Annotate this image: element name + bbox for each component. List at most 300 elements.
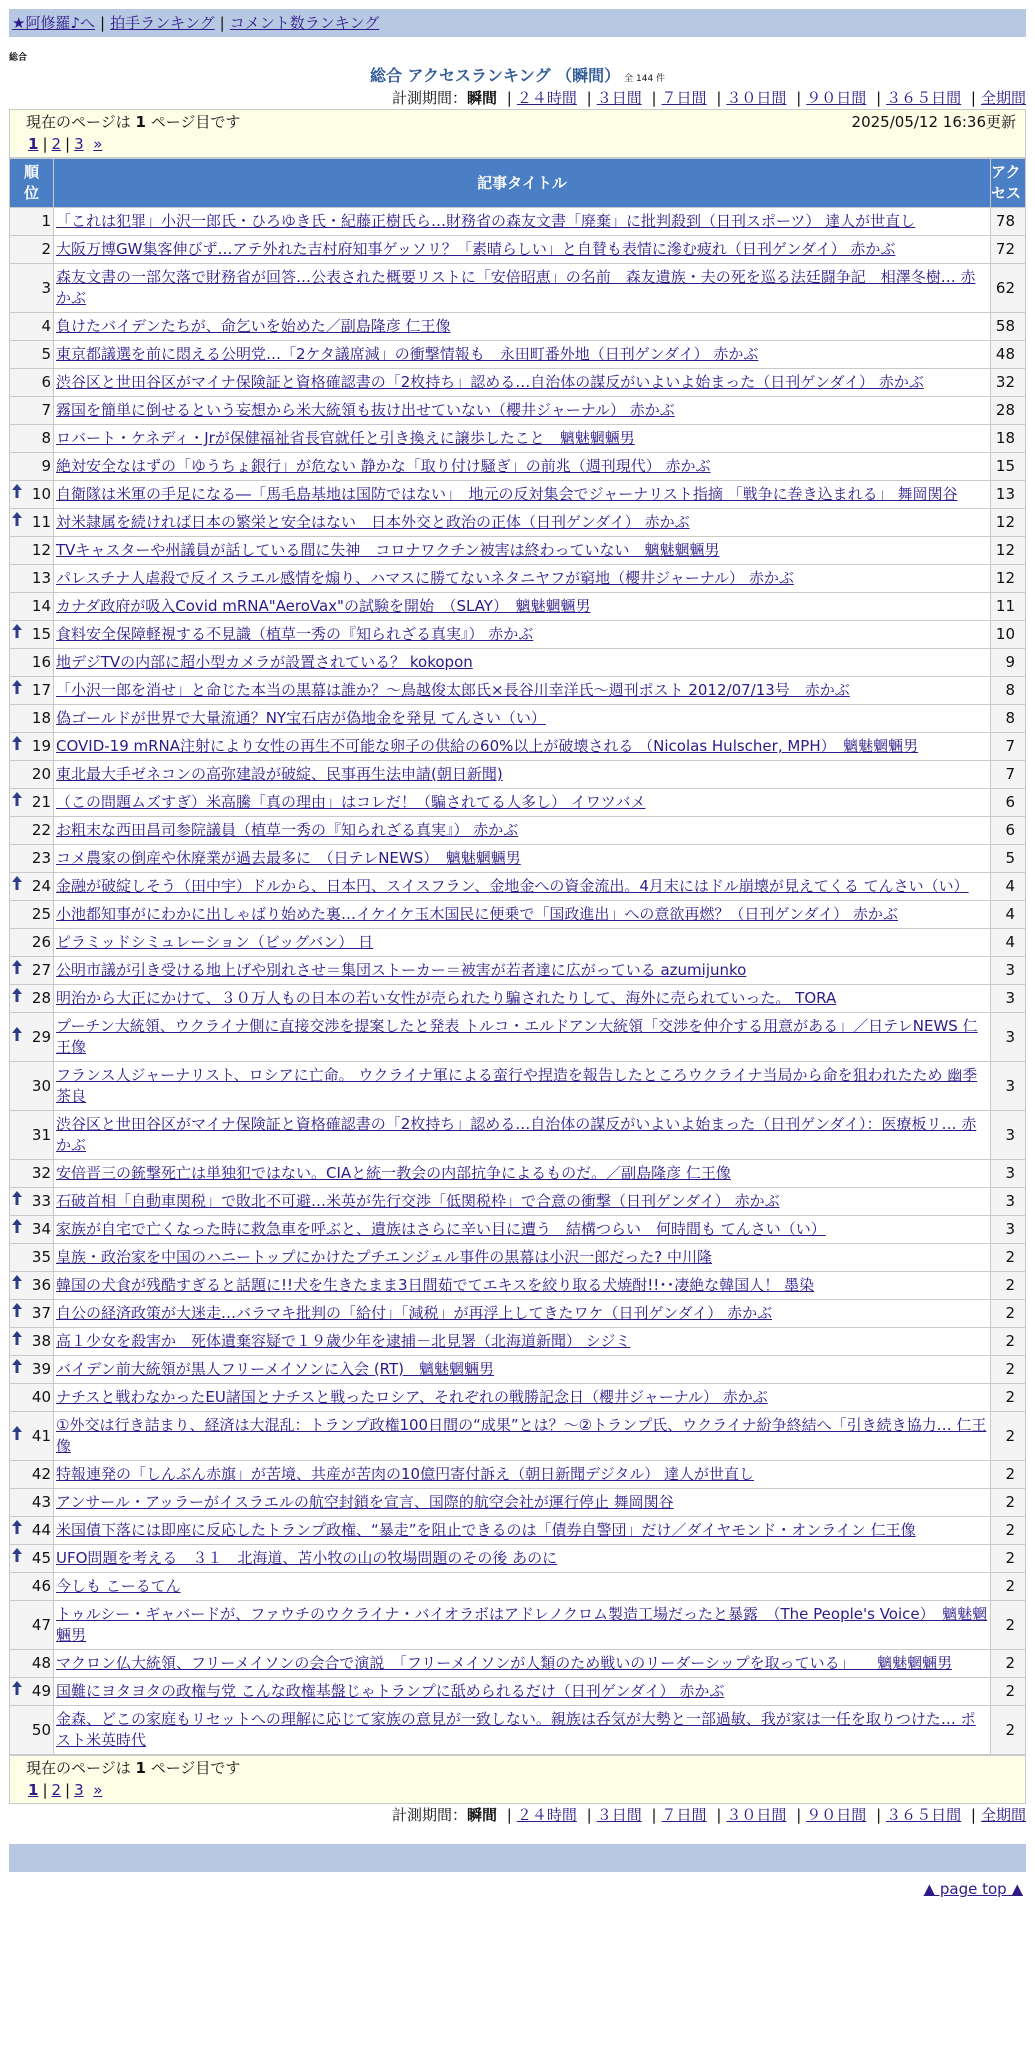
title-cell: [54, 1160, 991, 1188]
access-count: 2: [991, 1461, 1026, 1489]
access-count: 6: [991, 817, 1026, 845]
article-link[interactable]: 特報連発の「しんぶん赤旗」が苦境、共産が苦肉の10億円寄付訴え（朝日新聞デジタル） 達人が世直し: [56, 1465, 754, 1483]
rank-cell: [10, 509, 54, 537]
article-link[interactable]: 東北最大手ゼネコンの高弥建設が破綻、民事再生法申請(朝日新聞): [56, 765, 503, 783]
table-row: [10, 677, 1026, 705]
rank-cell: [10, 1545, 54, 1573]
article-link[interactable]: 大阪万博GW集客伸びず…アテ外れた吉村府知事ゲッソリ？「素晴らしい」と自賛も表情に滲む疲れ（日刊ゲンダイ） 赤かぶ: [56, 240, 896, 258]
article-link[interactable]: 金融が破綻しそう（田中宇）ドルから、日本円、スイスフラン、金地金への資金流出。4月末にはドル崩壊が見えてくる てんさい（い）: [56, 877, 969, 895]
rank-cell: [10, 957, 54, 985]
rank-cell: [10, 1013, 54, 1062]
table-row: [10, 1328, 1026, 1356]
title-cell: [54, 1650, 991, 1678]
article-link[interactable]: コメ農家の倒産や休廃業が過去最多に （日テレNEWS） 魑魅魍魎男: [56, 849, 521, 867]
access-count: 13: [991, 481, 1026, 509]
article-link[interactable]: 地デジTVの内部に超小型カメラが設置されている？ kokopon: [56, 653, 473, 671]
access-count: 2: [991, 1545, 1026, 1573]
table-row: [10, 313, 1026, 341]
rank-number: 6: [41, 373, 51, 391]
title-cell: [54, 509, 991, 537]
table-row: [10, 1062, 1026, 1111]
page-link-3[interactable]: 3: [74, 1781, 84, 1799]
rank-number: 7: [41, 401, 51, 419]
access-count: 10: [991, 621, 1026, 649]
article-link[interactable]: パレスチナ人虐殺で反イスラエル感情を煽り、ハマスに勝てないネタニヤフが窮地（櫻井ジャーナル） 赤かぶ: [56, 569, 794, 587]
table-row: [10, 1517, 1026, 1545]
period-selector-bottom: 計測期間：瞬間 | ２４時間 | ３日間 | ７日間 | ３０日間 | ９０日間 | ３６５日間 | 全期間: [391, 1806, 1026, 1824]
article-link[interactable]: 食料安全保障軽視する不見識（植草一秀の『知られざる真実』） 赤かぶ: [56, 625, 534, 643]
up-arrow-icon: [12, 1426, 22, 1447]
title-cell: [54, 208, 991, 236]
title-cell: [54, 369, 991, 397]
rank-number: 35: [31, 1248, 51, 1266]
period-link-24h[interactable]: ２４時間: [516, 1806, 577, 1824]
access-count: 62: [991, 264, 1026, 313]
article-link[interactable]: マクロン仏大統領、フリーメイソンの会合で演説 「フリーメイソンが人類のため戦いのリーダーシップを取っている」 魑魅魍魎男: [56, 1654, 953, 1672]
table-row: [10, 873, 1026, 901]
title-cell: [54, 1188, 991, 1216]
access-count: 7: [991, 761, 1026, 789]
table-row: [10, 397, 1026, 425]
access-count: 9: [991, 649, 1026, 677]
pager-top: [9, 109, 1026, 158]
nav-link-applause-ranking[interactable]: 拍手ランキング: [110, 14, 215, 32]
access-count: 8: [991, 677, 1026, 705]
rank-cell: [10, 789, 54, 817]
period-link-all[interactable]: 全期間: [980, 1806, 1026, 1824]
article-link[interactable]: 安倍晋三の銃撃死亡は単独犯ではない。CIAと統一教会の内部抗争によるものだ。／副島隆彦 仁王像: [56, 1164, 731, 1182]
rank-number: 8: [41, 429, 51, 447]
access-count: 7: [991, 733, 1026, 761]
article-link[interactable]: 家族が自宅で亡くなった時に救急車を呼ぶと、遺族はさらに辛い目に遭う 結構つらい 何時間も てんさい（い）: [56, 1220, 826, 1238]
table-row: [10, 565, 1026, 593]
title-cell: [54, 733, 991, 761]
title-cell: [54, 1300, 991, 1328]
rank-number: 27: [31, 961, 51, 979]
access-count: 8: [991, 705, 1026, 733]
article-link[interactable]: ピラミッドシミュレーション（ビッグバン） 日: [56, 933, 374, 951]
col-header-rank: 順位: [10, 159, 54, 208]
rank-number: 2: [41, 240, 51, 258]
table-row: [10, 1356, 1026, 1384]
table-row: [10, 341, 1026, 369]
table-row: [10, 264, 1026, 313]
page-link-next[interactable]: »: [93, 135, 103, 153]
rank-cell: [10, 817, 54, 845]
period-link-90d[interactable]: ９０日間: [806, 89, 867, 107]
table-row: [10, 481, 1026, 509]
rank-cell: [10, 593, 54, 621]
rank-cell: [10, 1573, 54, 1601]
col-header-access: アクセス: [991, 159, 1026, 208]
rank-number: 12: [31, 541, 51, 559]
title-cell: [54, 1489, 991, 1517]
rank-number: 43: [31, 1493, 51, 1511]
rank-cell: [10, 1706, 54, 1755]
article-link[interactable]: 小池都知事がにわかに出しゃばり始めた裏…イケイケ玉木国民に便乗で「国政進出」への意欲再燃？（日刊ゲンダイ） 赤かぶ: [56, 905, 898, 923]
period-link-7d[interactable]: ７日間: [661, 1806, 707, 1824]
period-link-30d[interactable]: ３０日間: [726, 89, 787, 107]
title-cell: [54, 621, 991, 649]
article-link[interactable]: COVID-19 mRNA注射により女性の再生不可能な卵子の供給の60%以上が破壊される （Nicolas Hulscher, MPH） 魑魅魍魎男: [56, 737, 919, 755]
page-top-link[interactable]: ▲ page top ▲: [923, 1880, 1023, 1898]
rank-number: 14: [31, 597, 51, 615]
rank-cell: [10, 1517, 54, 1545]
up-arrow-icon: [12, 1191, 22, 1212]
title-cell: [54, 264, 991, 313]
article-link[interactable]: プーチン大統領、ウクライナ側に直接交渉を提案したと発表 トルコ・エルドアン大統領「交渉を仲介する用意がある」／日テレNEWS 仁王像: [56, 1017, 978, 1056]
title-cell: [54, 537, 991, 565]
article-link[interactable]: アンサール・アッラーがイスラエルの航空封鎖を宣言、国際的航空会社が運行停止 舞岡関谷: [56, 1493, 674, 1511]
up-arrow-icon: [12, 624, 22, 645]
title-cell: [54, 817, 991, 845]
table-row: [10, 733, 1026, 761]
rank-cell: [10, 313, 54, 341]
access-count: 3: [991, 1062, 1026, 1111]
rank-number: 25: [31, 905, 51, 923]
rank-cell: [10, 677, 54, 705]
article-link[interactable]: 米国債下落には即座に反応したトランプ政権、“暴走”を阻止できるのは「債券自警団」だけ／ダイヤモンド・オンライン 仁王像: [56, 1521, 916, 1539]
access-count: 6: [991, 789, 1026, 817]
article-link[interactable]: お粗末な西田昌司参院議員（植草一秀の『知られざる真実』） 赤かぶ: [56, 821, 519, 839]
access-count: 2: [991, 1678, 1026, 1706]
rank-number: 37: [31, 1304, 51, 1322]
article-link[interactable]: ナチスと戦わなかったEU諸国とナチスと戦ったロシア、それぞれの戦勝記念日（櫻井ジャーナル） 赤かぶ: [56, 1388, 768, 1406]
table-row: [10, 1412, 1026, 1461]
title-cell: [54, 1062, 991, 1111]
page-title-row: [9, 65, 1026, 87]
table-row: [10, 761, 1026, 789]
rank-cell: [10, 761, 54, 789]
title-cell: [54, 1678, 991, 1706]
rank-number: 20: [31, 765, 51, 783]
article-link[interactable]: 渋谷区と世田谷区がマイナ保険証と資格確認書の「2枚持ち」認める…自治体の謀反がいよいよ始まった（日刊ゲンダイ）：医療板リ… 赤かぶ: [56, 1115, 977, 1154]
nav-separator: |: [100, 14, 106, 32]
page-link-next[interactable]: »: [93, 1781, 103, 1799]
article-link[interactable]: 自衛隊は米軍の手足になる―「馬毛島基地は国防ではない」 地元の反対集会でジャーナリスト指摘 「戦争に巻き込まれる」 舞岡関谷: [56, 485, 958, 503]
period-label: 計測期間：: [391, 1806, 467, 1824]
rank-number: 32: [31, 1164, 51, 1182]
ranking-table: [9, 158, 1026, 1755]
rank-cell: [10, 264, 54, 313]
article-link[interactable]: 東京都議選を前に悶える公明党…「2ケタ議席減」の衝撃情報も 永田町番外地（日刊ゲンダイ） 赤かぶ: [56, 345, 759, 363]
rank-number: 50: [31, 1720, 51, 1739]
rank-number: 23: [31, 849, 51, 867]
article-link[interactable]: 絶対安全なはずの「ゆうちょ銀行」が危ない 静かな「取り付け騒ぎ」の前兆（週刊現代） 赤かぶ: [56, 457, 711, 475]
period-label: 計測期間：: [391, 89, 467, 107]
page-link-2[interactable]: 2: [51, 135, 62, 153]
access-count: 3: [991, 1013, 1026, 1062]
rank-cell: [10, 901, 54, 929]
rank-cell: [10, 705, 54, 733]
rank-number: 39: [31, 1360, 51, 1378]
table-row: [10, 1650, 1026, 1678]
period-link-365d[interactable]: ３６５日間: [886, 89, 962, 107]
title-cell: [54, 1412, 991, 1461]
article-link[interactable]: 石破首相「自動車関税」で敗北不可避…米英が先行交渉「低関税枠」で合意の衝撃（日刊ゲンダイ） 赤かぶ: [56, 1192, 780, 1210]
title-cell: [54, 1601, 991, 1650]
period-link-90d[interactable]: ９０日間: [806, 1806, 867, 1824]
access-count: 3: [991, 985, 1026, 1013]
up-arrow-icon: [12, 876, 22, 897]
up-arrow-icon: [12, 1027, 22, 1048]
page-link-current[interactable]: 1: [28, 135, 39, 153]
rank-number: 33: [31, 1192, 51, 1210]
rank-number: 34: [31, 1220, 51, 1238]
rank-cell: [10, 649, 54, 677]
access-count: 12: [991, 537, 1026, 565]
rank-number: 10: [31, 485, 51, 503]
rank-cell: [10, 845, 54, 873]
rank-number: 17: [31, 681, 51, 699]
article-link[interactable]: バイデン前大統領が黒人フリーメイソンに入会 (RT) 魑魅魍魎男: [56, 1360, 495, 1378]
up-arrow-icon: [12, 736, 22, 757]
article-link[interactable]: 皇族・政治家を中国のハニートップにかけたプチエンジェル事件の黒幕は小沢一郎だった? 中川隆: [56, 1248, 713, 1266]
access-count: 2: [991, 1384, 1026, 1412]
table-row: [10, 705, 1026, 733]
rank-number: 9: [41, 457, 51, 475]
table-row: [10, 789, 1026, 817]
title-cell: [54, 1461, 991, 1489]
rank-number: 41: [31, 1426, 51, 1445]
rank-cell: [10, 425, 54, 453]
access-count: 2: [991, 1300, 1026, 1328]
table-row: [10, 1272, 1026, 1300]
title-cell: [54, 789, 991, 817]
title-cell: [54, 425, 991, 453]
rank-number: 15: [31, 625, 51, 643]
period-link-24h[interactable]: ２４時間: [516, 89, 577, 107]
rank-cell: [10, 236, 54, 264]
nav-link-comment-ranking[interactable]: コメント数ランキング: [229, 14, 380, 32]
title-cell: [54, 845, 991, 873]
rank-number: 3: [41, 278, 51, 297]
title-cell: [54, 313, 991, 341]
up-arrow-icon: [12, 988, 22, 1009]
access-count: 11: [991, 593, 1026, 621]
article-link[interactable]: 自公の経済政策が大迷走…バラマキ批判の「給付」「減税」が再浮上してきたワケ（日刊ゲンダイ） 赤かぶ: [56, 1304, 773, 1322]
rank-number: 31: [31, 1125, 51, 1144]
table-row: [10, 1489, 1026, 1517]
table-row: [10, 1013, 1026, 1062]
rank-cell: [10, 369, 54, 397]
rank-cell: [10, 1412, 54, 1461]
rank-cell: [10, 1244, 54, 1272]
rank-cell: [10, 341, 54, 369]
rank-cell: [10, 565, 54, 593]
rank-cell: [10, 1328, 54, 1356]
title-cell: [54, 901, 991, 929]
up-arrow-icon: [12, 1275, 22, 1296]
rank-number: 18: [31, 709, 51, 727]
title-cell: [54, 1356, 991, 1384]
rank-cell: [10, 1062, 54, 1111]
access-count: 48: [991, 341, 1026, 369]
article-link[interactable]: ロバート・ケネディ・Jrが保健福祉省長官就任と引き換えに譲歩したこと 魑魅魍魎男: [56, 429, 635, 447]
rank-number: 48: [31, 1654, 51, 1672]
title-cell: [54, 481, 991, 509]
ranking-rows: [10, 208, 1026, 1755]
page-link-3[interactable]: 3: [74, 135, 84, 153]
access-count: 32: [991, 369, 1026, 397]
period-link-365d[interactable]: ３６５日間: [886, 1806, 962, 1824]
table-row: [10, 957, 1026, 985]
rank-cell: [10, 1356, 54, 1384]
access-count: 3: [991, 1111, 1026, 1160]
table-row: [10, 1160, 1026, 1188]
rank-cell: [10, 1650, 54, 1678]
period-selector-top: 計測期間：瞬間 | ２４時間 | ３日間 | ７日間 | ３０日間 | ９０日間 | ３６５日間 | 全期間: [391, 89, 1026, 107]
article-link[interactable]: 「これは犯罪」小沢一郎氏・ひろゆき氏・紀藤正樹氏ら…財務省の森友文書「廃棄」に批判殺到（日刊スポーツ） 達人が世直し: [56, 212, 916, 230]
table-row: [10, 208, 1026, 236]
article-link[interactable]: （この問題ムズすぎ）米高騰「真の理由」はコレだ！（騙されてる人多し） イワツバメ: [56, 793, 646, 811]
rank-number: 11: [31, 513, 51, 531]
up-arrow-icon: [12, 1548, 22, 1569]
article-link[interactable]: 偽ゴールドが世界で大量流通？NY宝石店が偽地金を発見 てんさい（い）: [56, 709, 546, 727]
rank-cell: [10, 1489, 54, 1517]
home-link[interactable]: ★阿修羅♪へ: [12, 14, 96, 32]
rank-cell: [10, 1188, 54, 1216]
up-arrow-icon: [12, 792, 22, 813]
section-label: 総合: [9, 53, 28, 63]
table-row: [10, 1461, 1026, 1489]
title-cell: [54, 1517, 991, 1545]
table-row: [10, 1601, 1026, 1650]
rank-number: 1: [41, 212, 51, 230]
access-count: 72: [991, 236, 1026, 264]
title-cell: [54, 1328, 991, 1356]
table-row: [10, 621, 1026, 649]
article-link[interactable]: トゥルシー・ギャバードが、ファウチのウクライナ・バイオラボはアドレノクロム製造工場だったと暴露 （The People's Voice） 魑魅魍魎男: [56, 1605, 988, 1644]
rank-cell: [10, 1678, 54, 1706]
up-arrow-icon: [12, 1520, 22, 1541]
access-count: 4: [991, 901, 1026, 929]
page-link-2[interactable]: 2: [51, 1781, 62, 1799]
table-row: [10, 1706, 1026, 1755]
article-link[interactable]: フランス人ジャーナリスト、ロシアに亡命。 ウクライナ軍による蛮行や捏造を報告したところウクライナ当局から命を狙われたため 幽季 茶良: [56, 1066, 978, 1105]
access-count: 4: [991, 873, 1026, 901]
title-cell: [54, 1706, 991, 1755]
rank-number: 49: [31, 1682, 51, 1700]
up-arrow-icon: [12, 1219, 22, 1240]
access-count: 5: [991, 845, 1026, 873]
table-row: [10, 425, 1026, 453]
table-row: [10, 845, 1026, 873]
page-status: 現在のページは 1 ページ目です: [26, 1759, 241, 1777]
title-cell: [54, 677, 991, 705]
rank-number: 13: [31, 569, 51, 587]
table-row: [10, 649, 1026, 677]
article-link[interactable]: 韓国の犬食が残酷すぎると話題に!!犬を生きたまま3日間茹でてエキスを絞り取る犬焼酎!!･･凄絶な韓国人！ 墨染: [56, 1276, 815, 1294]
rank-number: 40: [31, 1388, 51, 1406]
footer-bar: [9, 1844, 1026, 1872]
table-row: [10, 369, 1026, 397]
rank-number: 21: [31, 793, 51, 811]
rank-number: 44: [31, 1521, 51, 1539]
rank-number: 42: [31, 1465, 51, 1483]
title-cell: [54, 929, 991, 957]
rank-number: 16: [31, 653, 51, 671]
title-cell: [54, 761, 991, 789]
rank-cell: [10, 621, 54, 649]
table-row: [10, 1300, 1026, 1328]
table-row: [10, 1545, 1026, 1573]
article-link[interactable]: 霧国を簡単に倒せるという妄想から米大統領も抜け出せていない（櫻井ジャーナル） 赤かぶ: [56, 401, 675, 419]
rank-cell: [10, 1384, 54, 1412]
access-count: 2: [991, 1412, 1026, 1461]
title-cell: [54, 236, 991, 264]
article-link[interactable]: 高１少女を殺害か 死体遺棄容疑で１９歳少年を逮捕－北見署（北海道新聞） シジミ: [56, 1332, 631, 1350]
table-row: [10, 929, 1026, 957]
rank-number: 24: [31, 877, 51, 895]
period-link-3d[interactable]: ３日間: [596, 1806, 642, 1824]
article-link[interactable]: 森友文書の一部欠落で財務省が回答…公表された概要リストに「安倍昭恵」の名前 森友遺族・夫の死を巡る法廷闘争記 相澤冬樹… 赤かぶ: [56, 268, 976, 307]
article-link[interactable]: 「小沢一郎を消せ」と命じた本当の黒幕は誰か？～鳥越俊太郎氏×長谷川幸洋氏～週刊ポスト 2012/07/13号 赤かぶ: [56, 681, 850, 699]
article-link[interactable]: カナダ政府が吸入Covid mRNA"AeroVax"の試験を開始 （SLAY） 魑魅魍魎男: [56, 597, 591, 615]
title-cell: [54, 649, 991, 677]
page-title: 総合 アクセスランキング （瞬間）: [369, 66, 621, 85]
article-link[interactable]: 今しも こーるてん: [56, 1577, 181, 1595]
title-cell: [54, 957, 991, 985]
article-link[interactable]: 国難にヨタヨタの政権与党 こんな政権基盤じゃトランプに舐められるだけ（日刊ゲンダイ） 赤かぶ: [56, 1682, 725, 1700]
table-row: [10, 1216, 1026, 1244]
article-link[interactable]: 公明市議が引き受ける地上げや別れさせ＝集団ストーカー＝被害が若者達に広がっている azumijunko: [56, 961, 747, 979]
rank-cell: [10, 1601, 54, 1650]
access-count: 2: [991, 1573, 1026, 1601]
article-link[interactable]: UFO問題を考える ３１ 北海道、苫小牧の山の牧場問題のその後 あのに: [56, 1549, 558, 1567]
table-row: [10, 453, 1026, 481]
period-link-all[interactable]: 全期間: [980, 89, 1026, 107]
access-count: 15: [991, 453, 1026, 481]
rank-cell: [10, 1272, 54, 1300]
period-current: 瞬間: [466, 89, 497, 107]
access-count: 12: [991, 509, 1026, 537]
access-count: 2: [991, 1706, 1026, 1755]
table-row: [10, 901, 1026, 929]
period-link-3d[interactable]: ３日間: [596, 89, 642, 107]
up-arrow-icon: [12, 1681, 22, 1702]
rank-cell: [10, 985, 54, 1013]
rank-cell: [10, 453, 54, 481]
rank-cell: [10, 1160, 54, 1188]
period-current: 瞬間: [466, 1806, 497, 1824]
title-cell: [54, 397, 991, 425]
rank-cell: [10, 733, 54, 761]
article-link[interactable]: 対米隷属を続ければ日本の繁栄と安全はない 日本外交と政治の正体（日刊ゲンダイ） 赤かぶ: [56, 513, 690, 531]
up-arrow-icon: [12, 1359, 22, 1380]
table-row: [10, 1111, 1026, 1160]
title-cell: [54, 1573, 991, 1601]
period-link-30d[interactable]: ３０日間: [726, 1806, 787, 1824]
article-link[interactable]: 明治から大正にかけて、３０万人もの日本の若い女性が売られたり騙されたりして、海外に売られていった。 TORA: [56, 989, 837, 1007]
rank-cell: [10, 1216, 54, 1244]
article-link[interactable]: 渋谷区と世田谷区がマイナ保険証と資格確認書の「2枚持ち」認める…自治体の謀反がいよいよ始まった（日刊ゲンダイ） 赤かぶ: [56, 373, 924, 391]
article-link[interactable]: 負けたバイデンたちが、命乞いを始めた／副島隆彦 仁王像: [56, 317, 451, 335]
access-count: 2: [991, 1650, 1026, 1678]
page-link-current[interactable]: 1: [28, 1781, 39, 1799]
rank-number: 29: [31, 1027, 51, 1046]
page-links: 1 | 2 | 3 »: [28, 1781, 103, 1799]
article-link[interactable]: TVキャスターや州議員が話している間に失神 コロナワクチン被害は終わっていない 魑魅魍魎男: [56, 541, 720, 559]
title-cell: [54, 593, 991, 621]
article-link[interactable]: 金森、どこの家庭もリセットへの理解に応じて家族の意見が一致しない。親族は呑気が大勢と一部過敏、我が家は一任を取りつけた… ポスト米英時代: [56, 1710, 976, 1749]
title-cell: [54, 1545, 991, 1573]
article-link[interactable]: ①外交は行き詰まり、経済は大混乱：トランプ政権100日間の“成果”とは？～②トランプ氏、ウクライナ紛争終結へ「引き続き協力… 仁王像: [56, 1416, 987, 1455]
period-link-7d[interactable]: ７日間: [661, 89, 707, 107]
table-row: [10, 1384, 1026, 1412]
top-nav-bar: [9, 9, 1026, 37]
table-row: [10, 593, 1026, 621]
